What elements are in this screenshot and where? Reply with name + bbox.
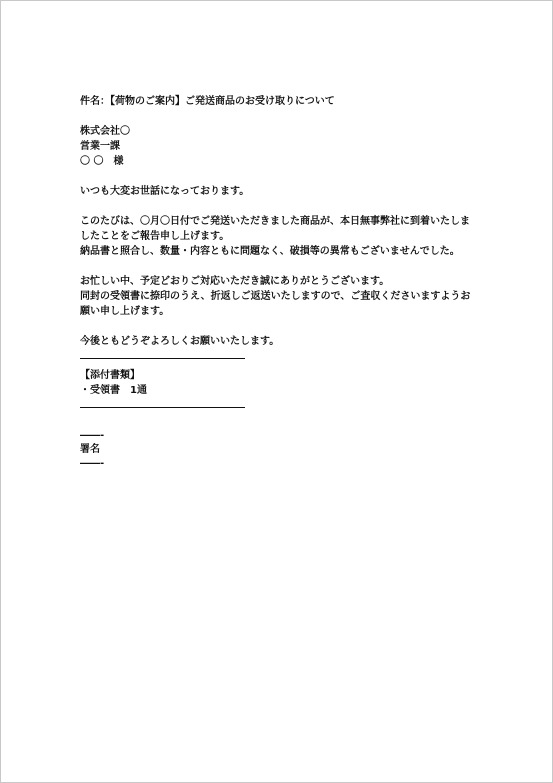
body2-line: お忙しい中、予定どおりご対応いただき誠にありがとうございます。 — [80, 276, 390, 287]
body1-line: 納品書と照合し、数量・内容ともに問題なく、破損等の異常もございませんでした。 — [80, 246, 460, 257]
recipient-company: 株式会社〇 — [80, 126, 130, 137]
signature-label: 署名 — [80, 444, 100, 455]
attachments-bottom-rule — [80, 407, 245, 408]
letter-body — [80, 94, 480, 470]
attachments-heading: 【添付書類】 — [80, 370, 140, 381]
greeting: いつも大変お世話になっております。 — [80, 186, 250, 197]
body1-line: したことをご報告申し上げます。 — [80, 231, 230, 242]
subject-line: 件名：【荷物のご案内】ご発送商品のお受け取りについて — [80, 96, 335, 107]
signature-bottom-line: ――- — [80, 458, 105, 469]
body1-line: このたびは、〇月〇日付でご発送いただきました商品が、本日無事弊社に到着いたしま — [80, 216, 470, 227]
recipient-department: 営業一課 — [80, 141, 120, 152]
signature-top-line: ――- — [80, 430, 105, 441]
closing: 今後ともどうぞよろしくお願いいたします。 — [80, 336, 280, 347]
recipient-name: 〇 〇 様 — [80, 156, 124, 167]
attachments-item: ・受領書 1通 — [80, 385, 147, 396]
body2-line: 願い申し上げます。 — [80, 306, 170, 317]
body2-line: 同封の受領書に捺印のうえ、折返しご返送いたしますので、ご査収くださいますようお — [80, 291, 471, 302]
attachments-top-rule — [80, 358, 245, 359]
